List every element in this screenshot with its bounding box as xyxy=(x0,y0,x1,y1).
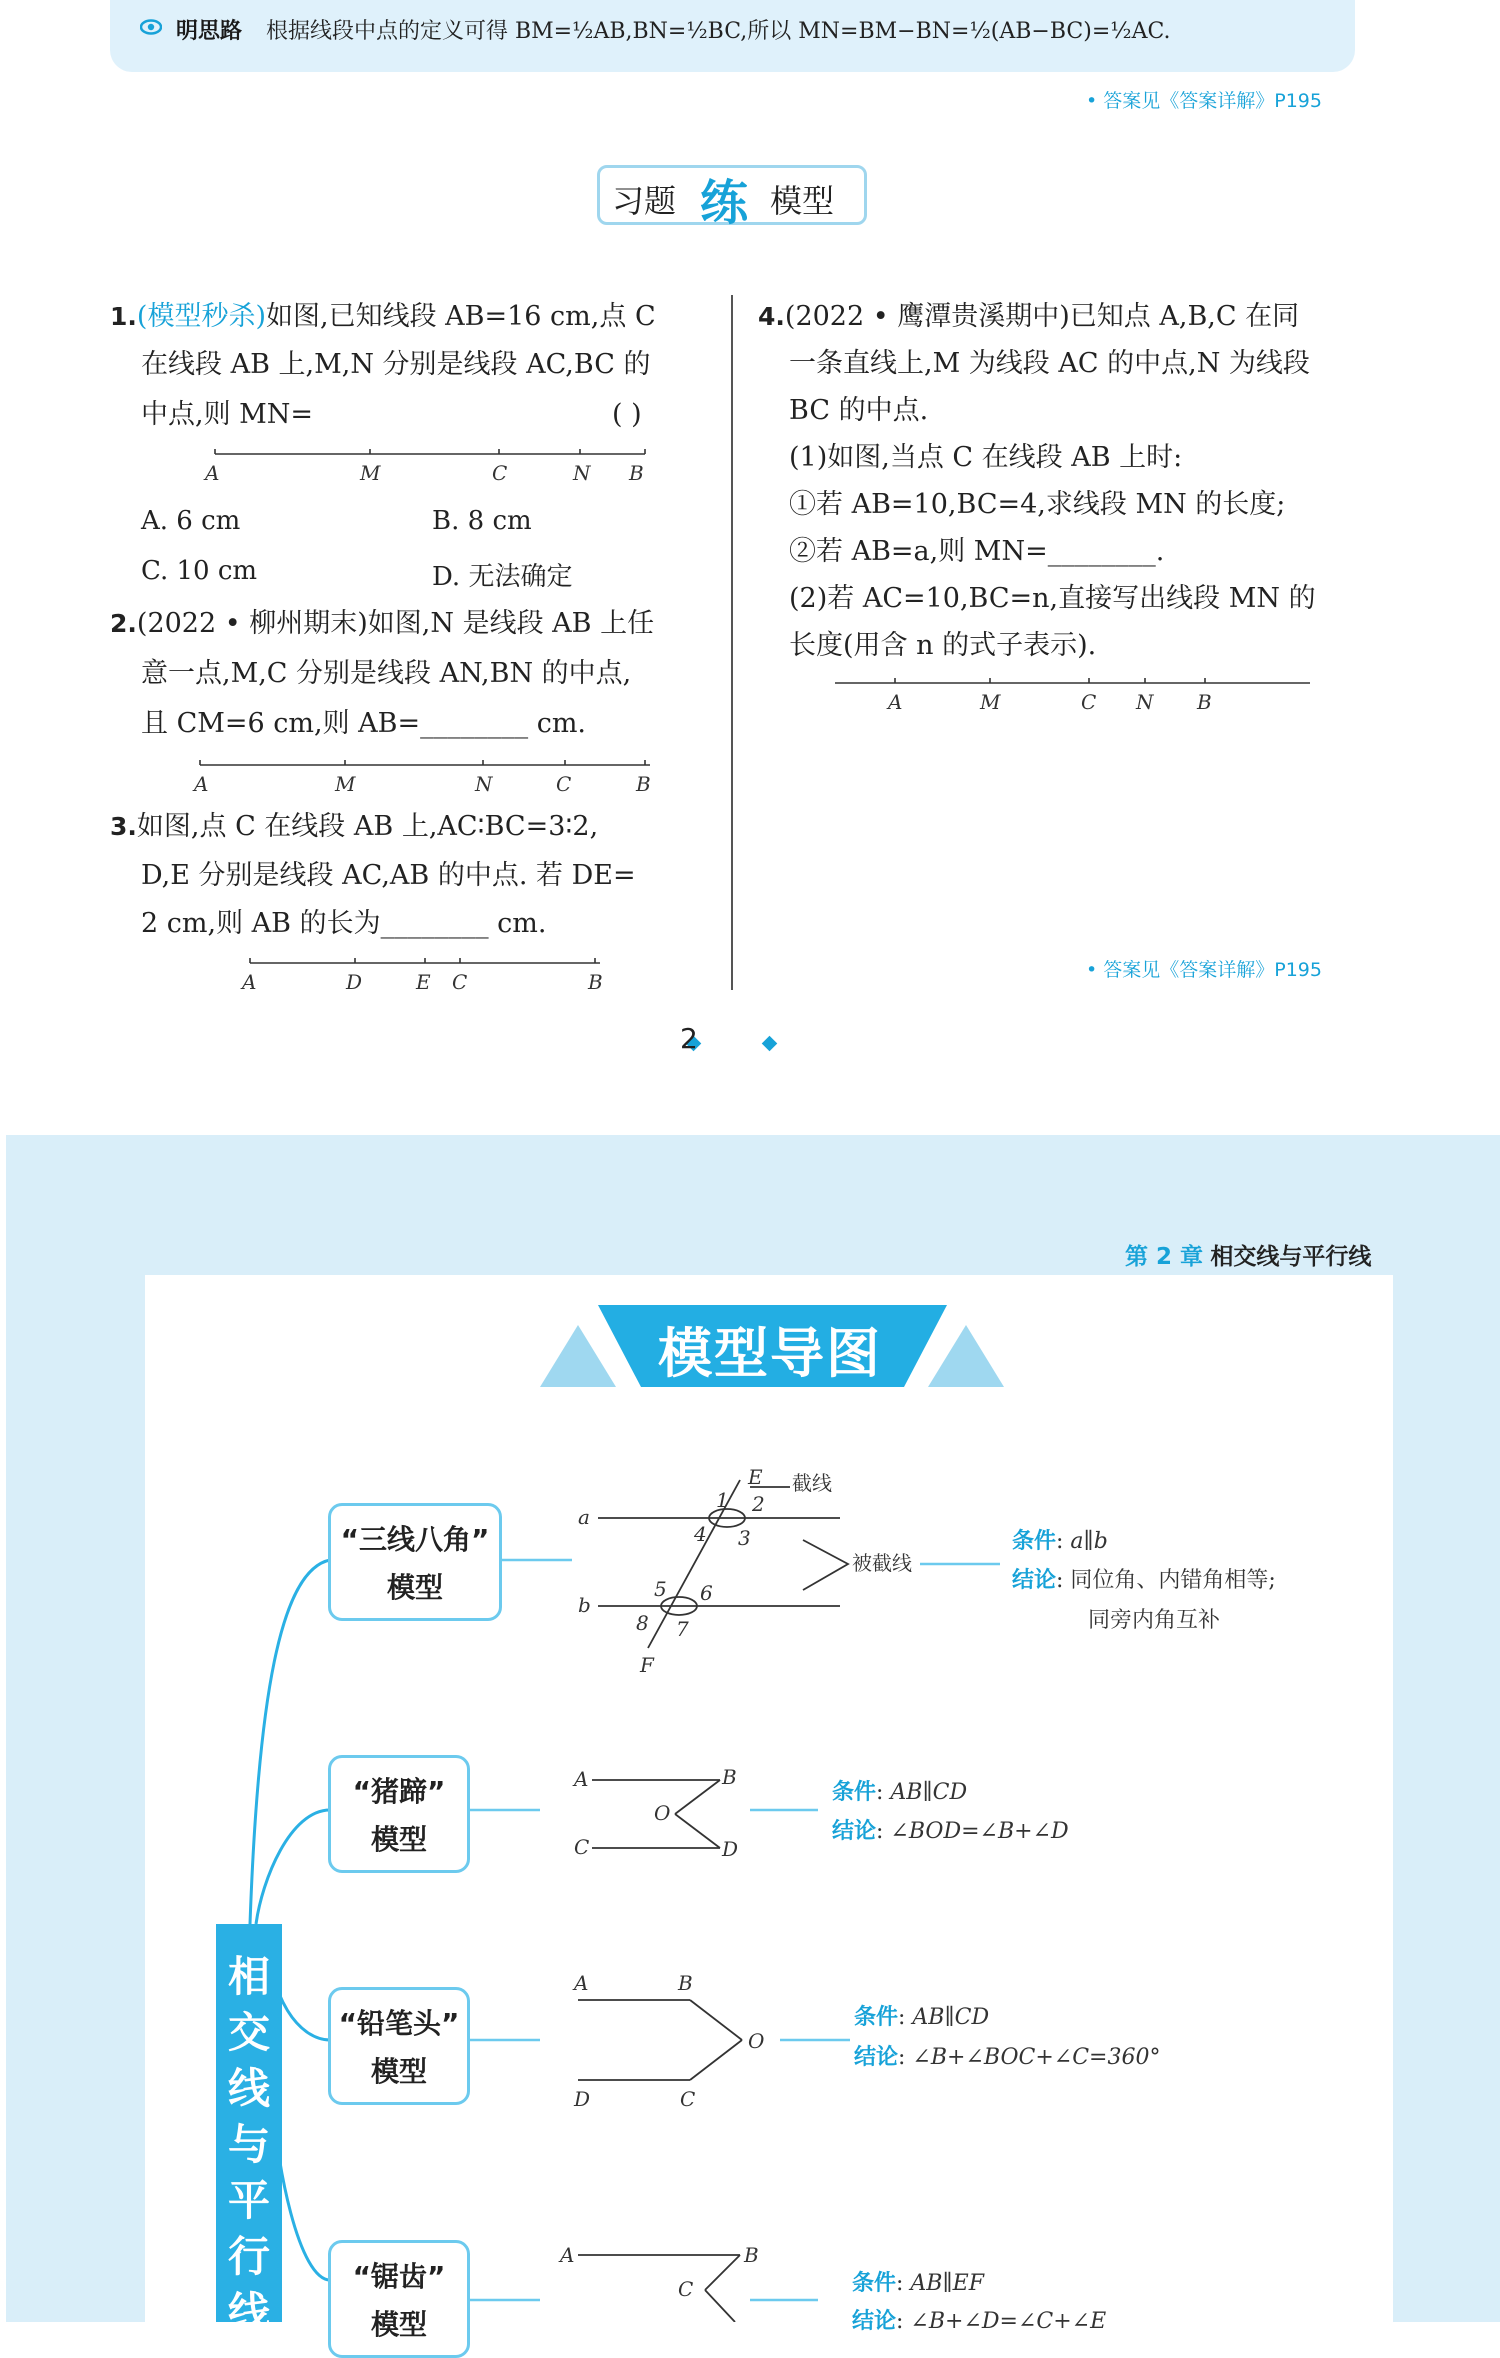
tip-text: 根据线段中点的定义可得 BM=½AB,BN=½BC,所以 MN=BM−BN=½(AB−BC)=½AC. xyxy=(266,19,1171,44)
option-c: C. 10 cm xyxy=(141,556,258,586)
angle-label: 2 xyxy=(752,1492,765,1516)
question-2-line2: 意一点,M,C 分别是线段 AN,BN 的中点, xyxy=(141,658,632,689)
point-label: E xyxy=(416,970,431,994)
point-label: A xyxy=(574,1971,589,1995)
model-conclusion-line2: 同旁内角互补 xyxy=(1088,1608,1221,1633)
model-box-pencil-tip xyxy=(328,1987,470,2105)
point-label: D xyxy=(574,2087,591,2111)
angle-label: 7 xyxy=(676,1617,689,1641)
point-label: A xyxy=(574,1767,589,1791)
question-4-line4: (1)如图,当点 C 在线段 AB 上时: xyxy=(789,442,1183,473)
model-conclusion: 结论: 同位角、内错角相等; xyxy=(1012,1568,1276,1593)
model-suffix: 模型 xyxy=(370,1823,427,1856)
model-suffix: 模型 xyxy=(370,2308,427,2341)
point-label: C xyxy=(680,2087,696,2111)
mindmap-title: 模型导图 xyxy=(658,1322,882,1385)
point-label: C xyxy=(452,970,468,994)
model-suffix: 模型 xyxy=(370,2055,427,2088)
chapter-title: 相交线与平行线 xyxy=(1210,1244,1372,1270)
question-number: 3. xyxy=(110,812,137,841)
trunk-char: 相 xyxy=(227,1952,270,2001)
answer-parentheses: ( ) xyxy=(612,399,642,430)
option-d: D. 无法确定 xyxy=(432,562,573,592)
question-1-line2: 在线段 AB 上,M,N 分别是线段 AC,BC 的 xyxy=(141,349,651,380)
point-label: B xyxy=(1197,690,1212,714)
question-number: 4. xyxy=(758,302,785,331)
point-label: M xyxy=(360,461,381,485)
point-label: N xyxy=(573,461,591,485)
point-label: B xyxy=(629,461,644,485)
point-label: D xyxy=(346,970,363,994)
model-conclusion: 结论: ∠BOD=∠B+∠D xyxy=(832,1819,1069,1844)
model-suffix: 模型 xyxy=(386,1571,443,1604)
point-label: E xyxy=(748,1465,763,1489)
point-label: A xyxy=(242,970,257,994)
model-name: “锯齿” xyxy=(352,2260,446,2293)
angle-label: 1 xyxy=(716,1488,729,1512)
question-4-line3: BC 的中点. xyxy=(789,395,929,426)
question-4-line8: 长度(用含 n 的式子表示). xyxy=(789,630,1097,661)
model-condition: 条件: AB∥EF xyxy=(852,2271,984,2296)
point-label: B xyxy=(722,1765,737,1789)
point-label: B xyxy=(636,772,651,796)
question-tag: (模型秒杀) xyxy=(136,301,266,332)
section-title-highlight: 练 xyxy=(700,175,749,231)
point-label: O xyxy=(748,2029,765,2053)
question-2-line3: 且 CM=6 cm,则 AB=________ cm. xyxy=(141,708,587,739)
point-label: A xyxy=(888,690,903,714)
question-text: (2022 • 鹰潭贵溪期中)已知点 A,B,C 在同 xyxy=(784,301,1300,332)
question-number: 1. xyxy=(110,302,137,331)
point-label: M xyxy=(980,690,1001,714)
point-label: N xyxy=(1136,690,1154,714)
page-number: 2 xyxy=(680,1022,698,1055)
answer-reference: • 答案见《答案详解》P195 xyxy=(1086,955,1322,982)
angle-label: 4 xyxy=(694,1522,707,1546)
trunk-char: 与 xyxy=(227,2120,270,2169)
tip-label: 明思路 xyxy=(176,19,243,44)
model-name: “三线八角” xyxy=(340,1523,490,1556)
question-4-line7: (2)若 AC=10,BC=n,直接写出线段 MN 的 xyxy=(789,583,1316,614)
question-number: 2. xyxy=(110,609,137,638)
answer-reference: • 答案见《答案详解》P195 xyxy=(1086,86,1322,113)
angle-label: 5 xyxy=(654,1577,667,1601)
point-label: M xyxy=(335,772,356,796)
point-label: F xyxy=(640,1653,654,1677)
point-label: C xyxy=(1081,690,1097,714)
trunk-char: 行 xyxy=(227,2232,270,2281)
question-text: 如图,点 C 在线段 AB 上,AC∶BC=3∶2, xyxy=(136,811,599,842)
point-label: C xyxy=(492,461,508,485)
model-box-three-lines xyxy=(328,1503,502,1621)
chapter-number: 第 2 章 xyxy=(1125,1244,1204,1270)
option-a: A. 6 cm xyxy=(141,506,241,536)
model-box-pig-hoof xyxy=(328,1755,470,1873)
question-1-line3: 中点,则 MN= xyxy=(141,399,314,430)
angle-label: 8 xyxy=(636,1611,649,1635)
model-condition: 条件: AB∥CD xyxy=(854,2005,990,2030)
model-box-saw-tooth xyxy=(328,2240,470,2358)
line-label: b xyxy=(578,1593,591,1617)
question-3-line3: 2 cm,则 AB 的长为________ cm. xyxy=(141,908,547,939)
point-label: O xyxy=(654,1801,671,1825)
model-conclusion: 结论: ∠B+∠BOC+∠C=360° xyxy=(854,2045,1161,2070)
point-label: C xyxy=(574,1835,590,1859)
point-label: B xyxy=(588,970,603,994)
point-label: A xyxy=(194,772,209,796)
point-label: A xyxy=(205,461,220,485)
model-name: “铅笔头” xyxy=(338,2007,460,2040)
trunk-char: 平 xyxy=(227,2176,270,2225)
trunk-char: 线 xyxy=(227,2064,270,2113)
point-label: N xyxy=(475,772,493,796)
option-b: B. 8 cm xyxy=(432,506,532,536)
question-text: (2022 • 柳州期末)如图,N 是线段 AB 上任 xyxy=(136,608,655,639)
angle-label: 6 xyxy=(700,1581,713,1605)
point-label: B xyxy=(744,2243,759,2267)
question-4-line5: ①若 AB=10,BC=4,求线段 MN 的长度; xyxy=(789,489,1286,520)
section-title-part1: 习题 xyxy=(612,182,677,220)
point-label: D xyxy=(722,1837,739,1861)
trunk-char: 线 xyxy=(227,2288,270,2337)
point-label: C xyxy=(678,2277,694,2301)
question-3-line2: D,E 分别是线段 AC,AB 的中点. 若 DE= xyxy=(141,860,636,891)
section-title-part2: 模型 xyxy=(770,182,835,220)
trunk-char: 交 xyxy=(227,2008,270,2057)
point-label: A xyxy=(560,2243,575,2267)
question-4-line2: 一条直线上,M 为线段 AC 的中点,N 为线段 xyxy=(789,348,1310,379)
model-conclusion: 结论: ∠B+∠D=∠C+∠E xyxy=(852,2309,1107,2334)
transversal-label: 截线 xyxy=(792,1471,832,1495)
question-4-line6: ②若 AB=a,则 MN=________. xyxy=(789,536,1165,567)
parallel-label: 被截线 xyxy=(852,1551,912,1575)
point-label: C xyxy=(556,772,572,796)
point-label: B xyxy=(678,1971,693,1995)
model-name: “猪蹄” xyxy=(352,1775,446,1808)
angle-label: 3 xyxy=(738,1526,751,1550)
line-label: a xyxy=(578,1505,590,1529)
model-condition: 条件: AB∥CD xyxy=(832,1780,968,1805)
model-condition: 条件: a∥b xyxy=(1012,1529,1108,1554)
question-text: 如图,已知线段 AB=16 cm,点 C xyxy=(265,301,656,332)
